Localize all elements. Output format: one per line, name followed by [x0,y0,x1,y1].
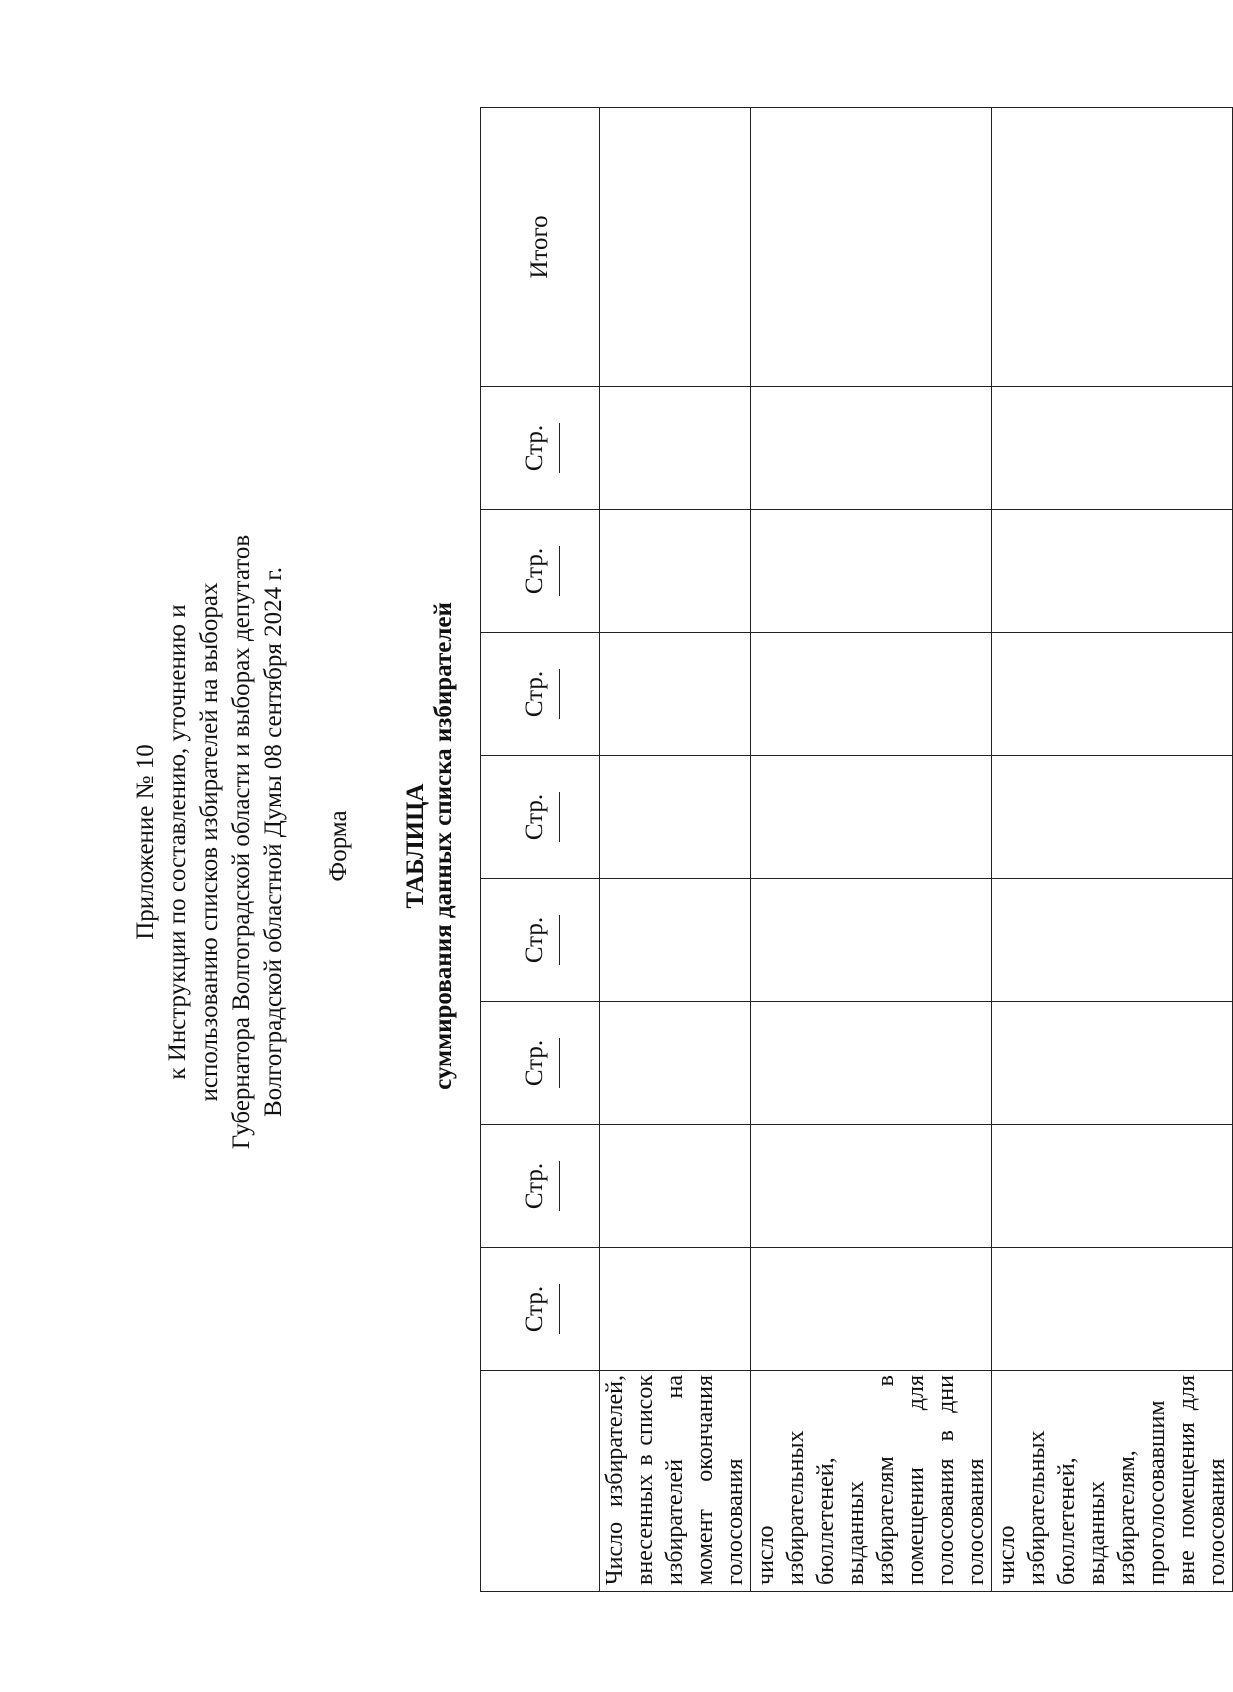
page-number-line [559,915,560,965]
page-label: Стр. [520,1039,548,1087]
table-cell [600,756,751,879]
table-cell [600,387,751,510]
page-column-header [481,633,600,756]
summary-table [480,107,1233,1592]
table-cell [600,1125,751,1248]
page-label: Стр. [520,547,548,595]
page-label: Стр. [520,1285,548,1333]
appendix-line-2: к Инструкции по составлению, уточнению и [164,604,191,1080]
form-label: Форма [325,810,352,882]
appendix-line-5: Волгоградской областной Думы 08 сентября 2024 г. [260,566,287,1118]
page-column-header [481,387,600,510]
table-cell [992,1125,1233,1248]
title-sub: суммирования данных списка избирателей [430,602,457,1090]
page-number-line [559,423,560,473]
title-main: ТАБЛИЦА [402,783,429,909]
table-cell [751,756,992,879]
table-cell [751,1002,992,1125]
table-cell [600,510,751,633]
table-cell [992,879,1233,1002]
total-cell [600,108,751,387]
table-header-row [481,108,600,1592]
table-cell [751,633,992,756]
page-number-line [559,1284,560,1334]
table-cell [992,510,1233,633]
appendix-header [130,492,290,1192]
page-column-header [481,1002,600,1125]
table-cell [992,633,1233,756]
page-column-header [481,1248,600,1371]
row-label: число избирательных бюллетеней, выданных избирателям в помещении для голосования в дни голосования [751,1371,992,1592]
total-cell [751,108,992,387]
page-column-header [481,879,600,1002]
table-row [992,108,1233,1592]
table-cell [751,510,992,633]
appendix-line-3: использованию списков избирателей на выборах [196,582,223,1102]
page-column-header [481,510,600,633]
total-cell [992,108,1233,387]
page-column-header [481,1125,600,1248]
page-number-line [559,669,560,719]
document-title [402,0,458,1692]
row-label: число избирательных бюллетеней, выданных избирателям, проголосовавшим вне помещения для голосования [992,1371,1233,1592]
appendix-line-4: Губернатора Волгоградской области и выборах депутатов [228,534,255,1150]
table-cell [992,387,1233,510]
table-cell [992,1248,1233,1371]
table-cell [992,1002,1233,1125]
total-column-header: Итого [481,108,600,387]
table-cell [600,879,751,1002]
table-cell [992,756,1233,879]
page-label: Стр. [520,916,548,964]
page-label: Стр. [520,424,548,472]
table-row [600,108,751,1592]
row-label: Число избирателей, внесенных в список избирателей на момент окончания голосования [600,1371,751,1592]
table-cell [751,387,992,510]
table-cell [600,1248,751,1371]
table-cell [751,1248,992,1371]
corner-cell [481,1371,600,1592]
page-number-line [559,792,560,842]
page-number-line [559,546,560,596]
page-number-line [559,1161,560,1211]
table-cell [600,1002,751,1125]
page-number-line [559,1038,560,1088]
table-cell [751,1125,992,1248]
table-row [751,108,992,1592]
table-cell [751,879,992,1002]
page-label: Стр. [520,793,548,841]
table-cell [600,633,751,756]
appendix-line-1: Приложение № 10 [132,744,159,940]
page-column-header [481,756,600,879]
page-label: Стр. [520,670,548,718]
page-label: Стр. [520,1162,548,1210]
